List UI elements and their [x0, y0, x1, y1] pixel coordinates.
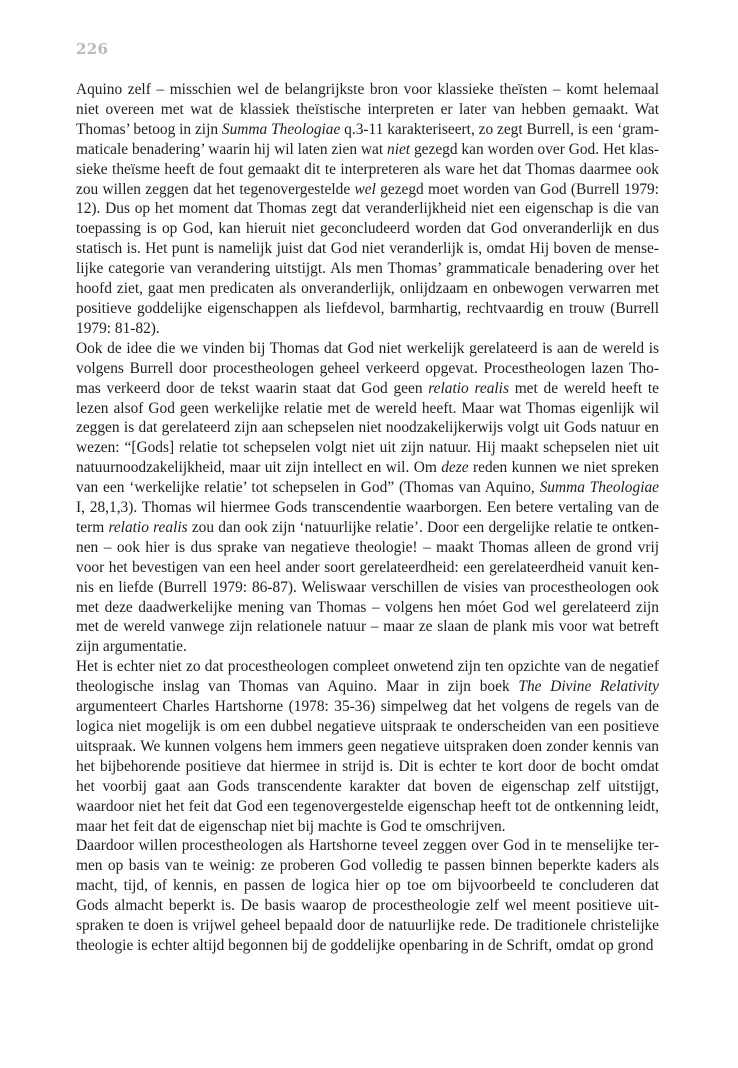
text-segment: Aquino zelf – misschien wel de belangrijkste bron voor klassieke theïsten – komt helemaal niet overeen met wat de klassiek theïstische interpreten er later van hebben gemaakt. Wat Thomas’ betoog in zijn — [76, 81, 659, 138]
italic-text-segment: Summa Theologiae — [539, 479, 659, 497]
text-segment: reden kunnen we niet spreken van een ‘werkelijke relatie’ tot schepselen in God” (Thomas van Aquino, — [76, 459, 659, 497]
text-segment: gezegd moet worden van God (Burrell 1979: 12). Dus op het moment dat Thomas zegt dat veranderlijkheid niet een eigenschap is die van toepassing is op God, kan hieruit niet geconcludeerd worden dat God onveranderlijk en dus statisch is. Het punt is namelijk juist dat God niet veranderlijk is, omdat Hij boven de menselijke categorie van verandering uitstijgt. Als men Thomas’ grammaticale benadering over het hoofd ziet, gaat men predicaten als onveranderlijk, onlijdzaam en onbewogen verwarren met positieve goddelijke eigenschappen als liefdevol, barmhartig, rechtvaardig en trouw (Burrell 1979: 81-82). — [76, 180, 659, 337]
paragraph — [76, 80, 659, 339]
italic-text-segment: niet — [387, 140, 411, 158]
italic-text-segment: wel — [354, 180, 376, 198]
italic-text-segment: relatio realis — [428, 379, 509, 397]
text-segment: Het is echter niet zo dat procestheologen compleet onwetend zijn ten opzichte van de negatief theologische inslag van Thomas van Aquino. Maar in zijn boek — [76, 658, 659, 696]
text-segment: met de wereld heeft te lezen alsof God geen werkelijke relatie met de wereld heeft. Maar wat Thomas eigenlijk wil zeggen is dat gerelateerd zijn aan schepselen niet noodzakelijkerwijs volgt uit Gods natuur en wezen: “[Gods] relatie tot schepselen volgt niet uit zijn natuur. Hij maakt schepselen niet uit natuurnoodzakelijkheid, maar uit zijn intellect en wil. Om — [76, 379, 659, 477]
text-segment: I, 28,1,3). Thomas wil hiermee Gods transcendentie waarborgen. Een betere vertaling van de term — [76, 499, 659, 536]
paragraph — [76, 836, 659, 955]
italic-text-segment: Summa Theologiae — [221, 120, 341, 138]
body-text — [76, 80, 659, 956]
paragraph — [76, 657, 659, 836]
text-segment: gezegd kan worden over God. Het klassieke theïsme heeft de fout gemaakt dit te interpreteren als ware het dat Thomas daarmee ook zou willen zeggen dat het tegenovergestelde — [76, 140, 659, 198]
italic-text-segment: deze — [441, 459, 469, 477]
italic-text-segment: The Divine Relativity — [518, 678, 660, 696]
text-segment: argumenteert Charles Hartshorne (1978: 35-36) simpelweg dat het volgens de regels van de logica niet mogelijk is om een dubbel negatieve uitspraak te onderscheiden van een positieve uitspraak. We kunnen volgens hem immers geen negatieve uitspraken doen zonder kennis van het bijbehorende positieve dat hiermee in strijd is. Dit is echter te kort door de bocht omdat het voorbij gaat aan Gods transcendente karakter dat boven de eigenschap zelf uitstijgt, waardoor niet het feit dat God een tegenovergestelde eigenschap heeft tot de ontkenning leidt, maar het feit dat de eigenschap niet bij machte is God te omschrijven. — [76, 698, 659, 835]
italic-text-segment: relatio realis — [108, 518, 188, 536]
text-segment: q.3-11 karakteriseert, zo zegt Burrell, is een ‘grammaticale benadering’ waarin hij wil laten zien wat — [76, 120, 659, 158]
paragraph — [76, 339, 659, 658]
page-number: 226 — [76, 40, 109, 58]
text-segment: zou dan ook zijn ‘natuurlijke relatie’. Door een dergelijke relatie te ontkennen – ook hier is dus sprake van negatieve theologie! – maakt Thomas alleen de grond vrij voor het bevestigen van een heel ander soort gerelateerdheid: een gerelateerdheid vanuit kennis en liefde (Burrell 1979: 86-87). Weliswaar verschillen de visies van procestheologen ook met deze daadwerkelijke mening van Thomas – volgens hen móet God wel gerelateerd zijn met de wereld vanwege zijn relationele natuur – maar ze slaan de plank mis voor wat betreft zijn argumentatie. — [76, 518, 659, 656]
text-segment: Daardoor willen procestheologen als Hartshorne teveel zeggen over God in te menselijke termen op basis van te weinig: ze proberen God volledig te passen binnen beperkte kaders als macht, tijd, of kennis, en passen de logica hier op toe om bijvoorbeeld te concluderen dat Gods almacht beperkt is. De basis waarop de procestheologie zelf wel meent positieve uitspraken te doen is vrijwel geheel bepaald door de natuurlijke rede. De traditionele christelijke theologie is echter altijd begonnen bij de goddelijke openbaring in de Schrift, omdat op grond — [76, 837, 659, 954]
text-segment: Ook de idee die we vinden bij Thomas dat God niet werkelijk gerelateerd is aan de wereld is volgens Burrell door procestheologen geheel verkeerd opgevat. Procestheologen lazen Thomas verkeerd door de tekst waarin staat dat God geen — [76, 339, 659, 397]
